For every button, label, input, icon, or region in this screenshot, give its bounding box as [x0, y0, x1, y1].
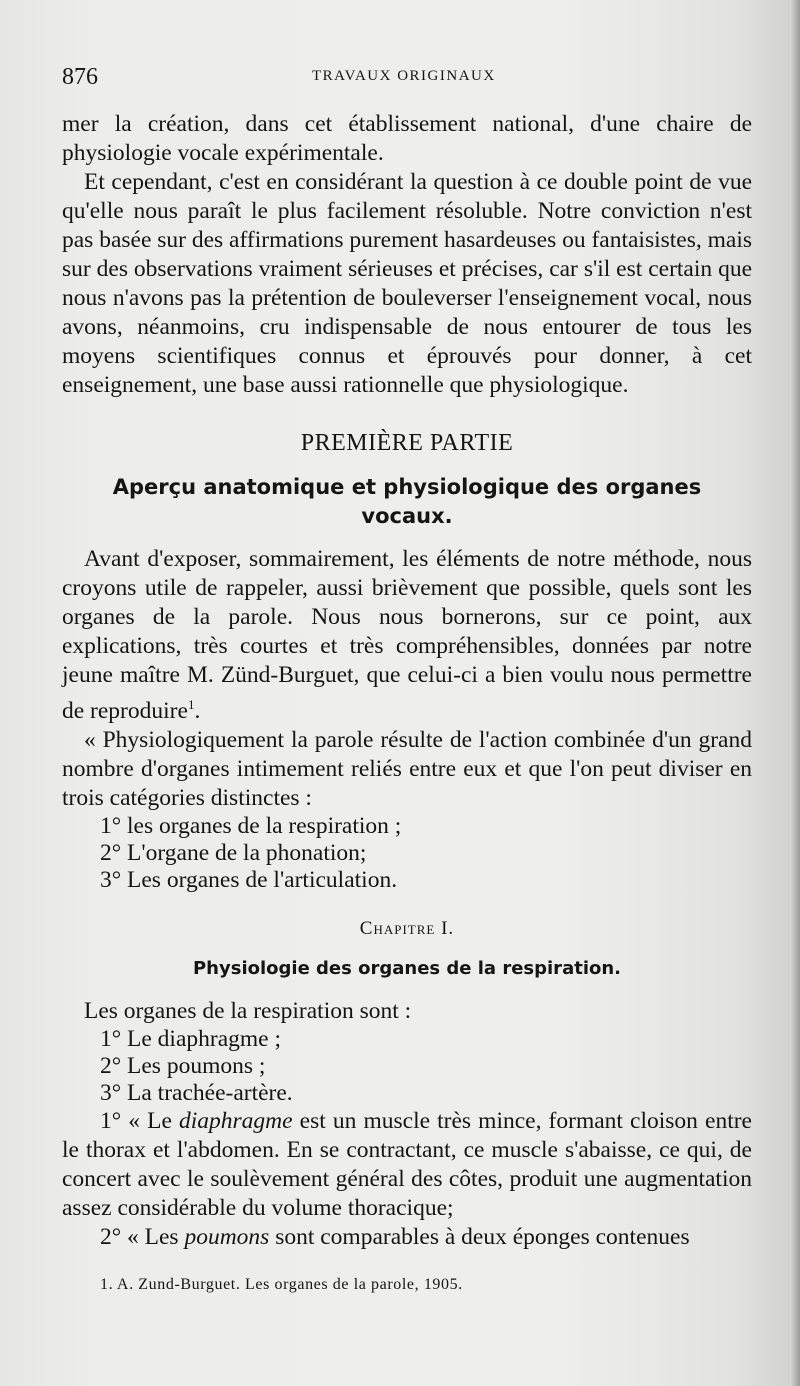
paragraph-continued: mer la création, dans cet établissement national, d'une chaire de physiologie vocale expérimentale.: [62, 111, 752, 166]
running-title: TRAVAUX ORIGINAUX: [312, 68, 496, 84]
paragraph-lungs: [62, 1223, 752, 1252]
diaphragm-term: diaphragme: [178, 1107, 293, 1134]
organ-categories-list: [62, 813, 752, 894]
footnote-marker: 1: [187, 697, 195, 712]
paragraph-overview: [62, 545, 752, 726]
respiration-intro: Les organes de la respiration sont :: [84, 997, 412, 1024]
page-edge-shadow: [790, 0, 800, 1386]
diaphragm-prefix: 1° « Le: [100, 1107, 179, 1134]
diaphragm-text: est un muscle très mince, formant cloison entre le thorax et l'abdomen. En se contractant, ce muscle s'abaisse, ce qui, de concert avec le soulèvement général des côtes, produit une augmentation assez considérable du volume thoracique;: [62, 1107, 752, 1221]
page-number: 876: [62, 64, 98, 90]
overview-text: Avant d'exposer, sommairement, les éléments de notre méthode, nous croyons utile de rappeler, aussi brièvement que possible, quels sont les organes de la parole. Nous nous bornerons, sur ce point, aux explications, très courtes et très compréhensibles, données par notre jeune maître M. Zünd-Burguet, que celui-ci a bien voulu nous permettre de reproduire: [62, 546, 752, 724]
lungs-text: sont comparables à deux éponges contenues: [269, 1223, 690, 1250]
paragraph-conviction: Et cependant, c'est en considérant la question à ce double point de vue qu'elle nous paraît le plus facilement résoluble. Notre conviction n'est pas basée sur des affirmations purement hasardeuses ou fantaisistes, mais sur des observations vraiment sérieuses et précises, car s'il est certain que nous n'avons pas la prétention de bouleverser l'enseignement vocal, nous avons, néanmoins, cru indispensable de nous entourer de tous les moyens scientifiques connus et éprouvés pour donner, à cet enseignement, une base aussi rationnelle que physiologique.: [62, 169, 753, 398]
lungs-prefix: 2° « Les: [100, 1223, 185, 1250]
chapter-label: Chapitre I.: [359, 917, 455, 939]
paragraph-physiology: « Physiologiquement la parole résulte de l'action combinée d'un grand nombre d'organes intimement reliés entre eux et que l'on peut diviser en trois catégories distinctes :: [62, 726, 752, 811]
respiration-organs-list: [62, 1026, 752, 1107]
list-item: 1° les organes de la respiration ;: [100, 812, 402, 839]
list-item: 2° L'organe de la phonation;: [100, 839, 367, 866]
page-content: [62, 110, 752, 1252]
part-heading: Aperçu anatomique et physiologique des organes vocaux.: [112, 475, 702, 528]
list-item: 3° La trachée-artère.: [100, 1079, 293, 1106]
lungs-term: poumons: [184, 1223, 270, 1250]
footnote: 1. A. Zund-Burguet. Les organes de la parole, 1905.: [100, 1276, 463, 1293]
overview-end: .: [194, 697, 201, 724]
list-item: 2° Les poumons ;: [100, 1052, 266, 1079]
list-item: 3° Les organes de l'articulation.: [100, 866, 398, 893]
page-header: [62, 64, 752, 88]
part-title: PREMIÈRE PARTIE: [300, 430, 514, 456]
list-item: 1° Le diaphragme ;: [100, 1025, 282, 1052]
chapter-heading: Physiologie des organes de la respiration.: [192, 957, 622, 979]
paragraph-diaphragm: [62, 1107, 752, 1223]
